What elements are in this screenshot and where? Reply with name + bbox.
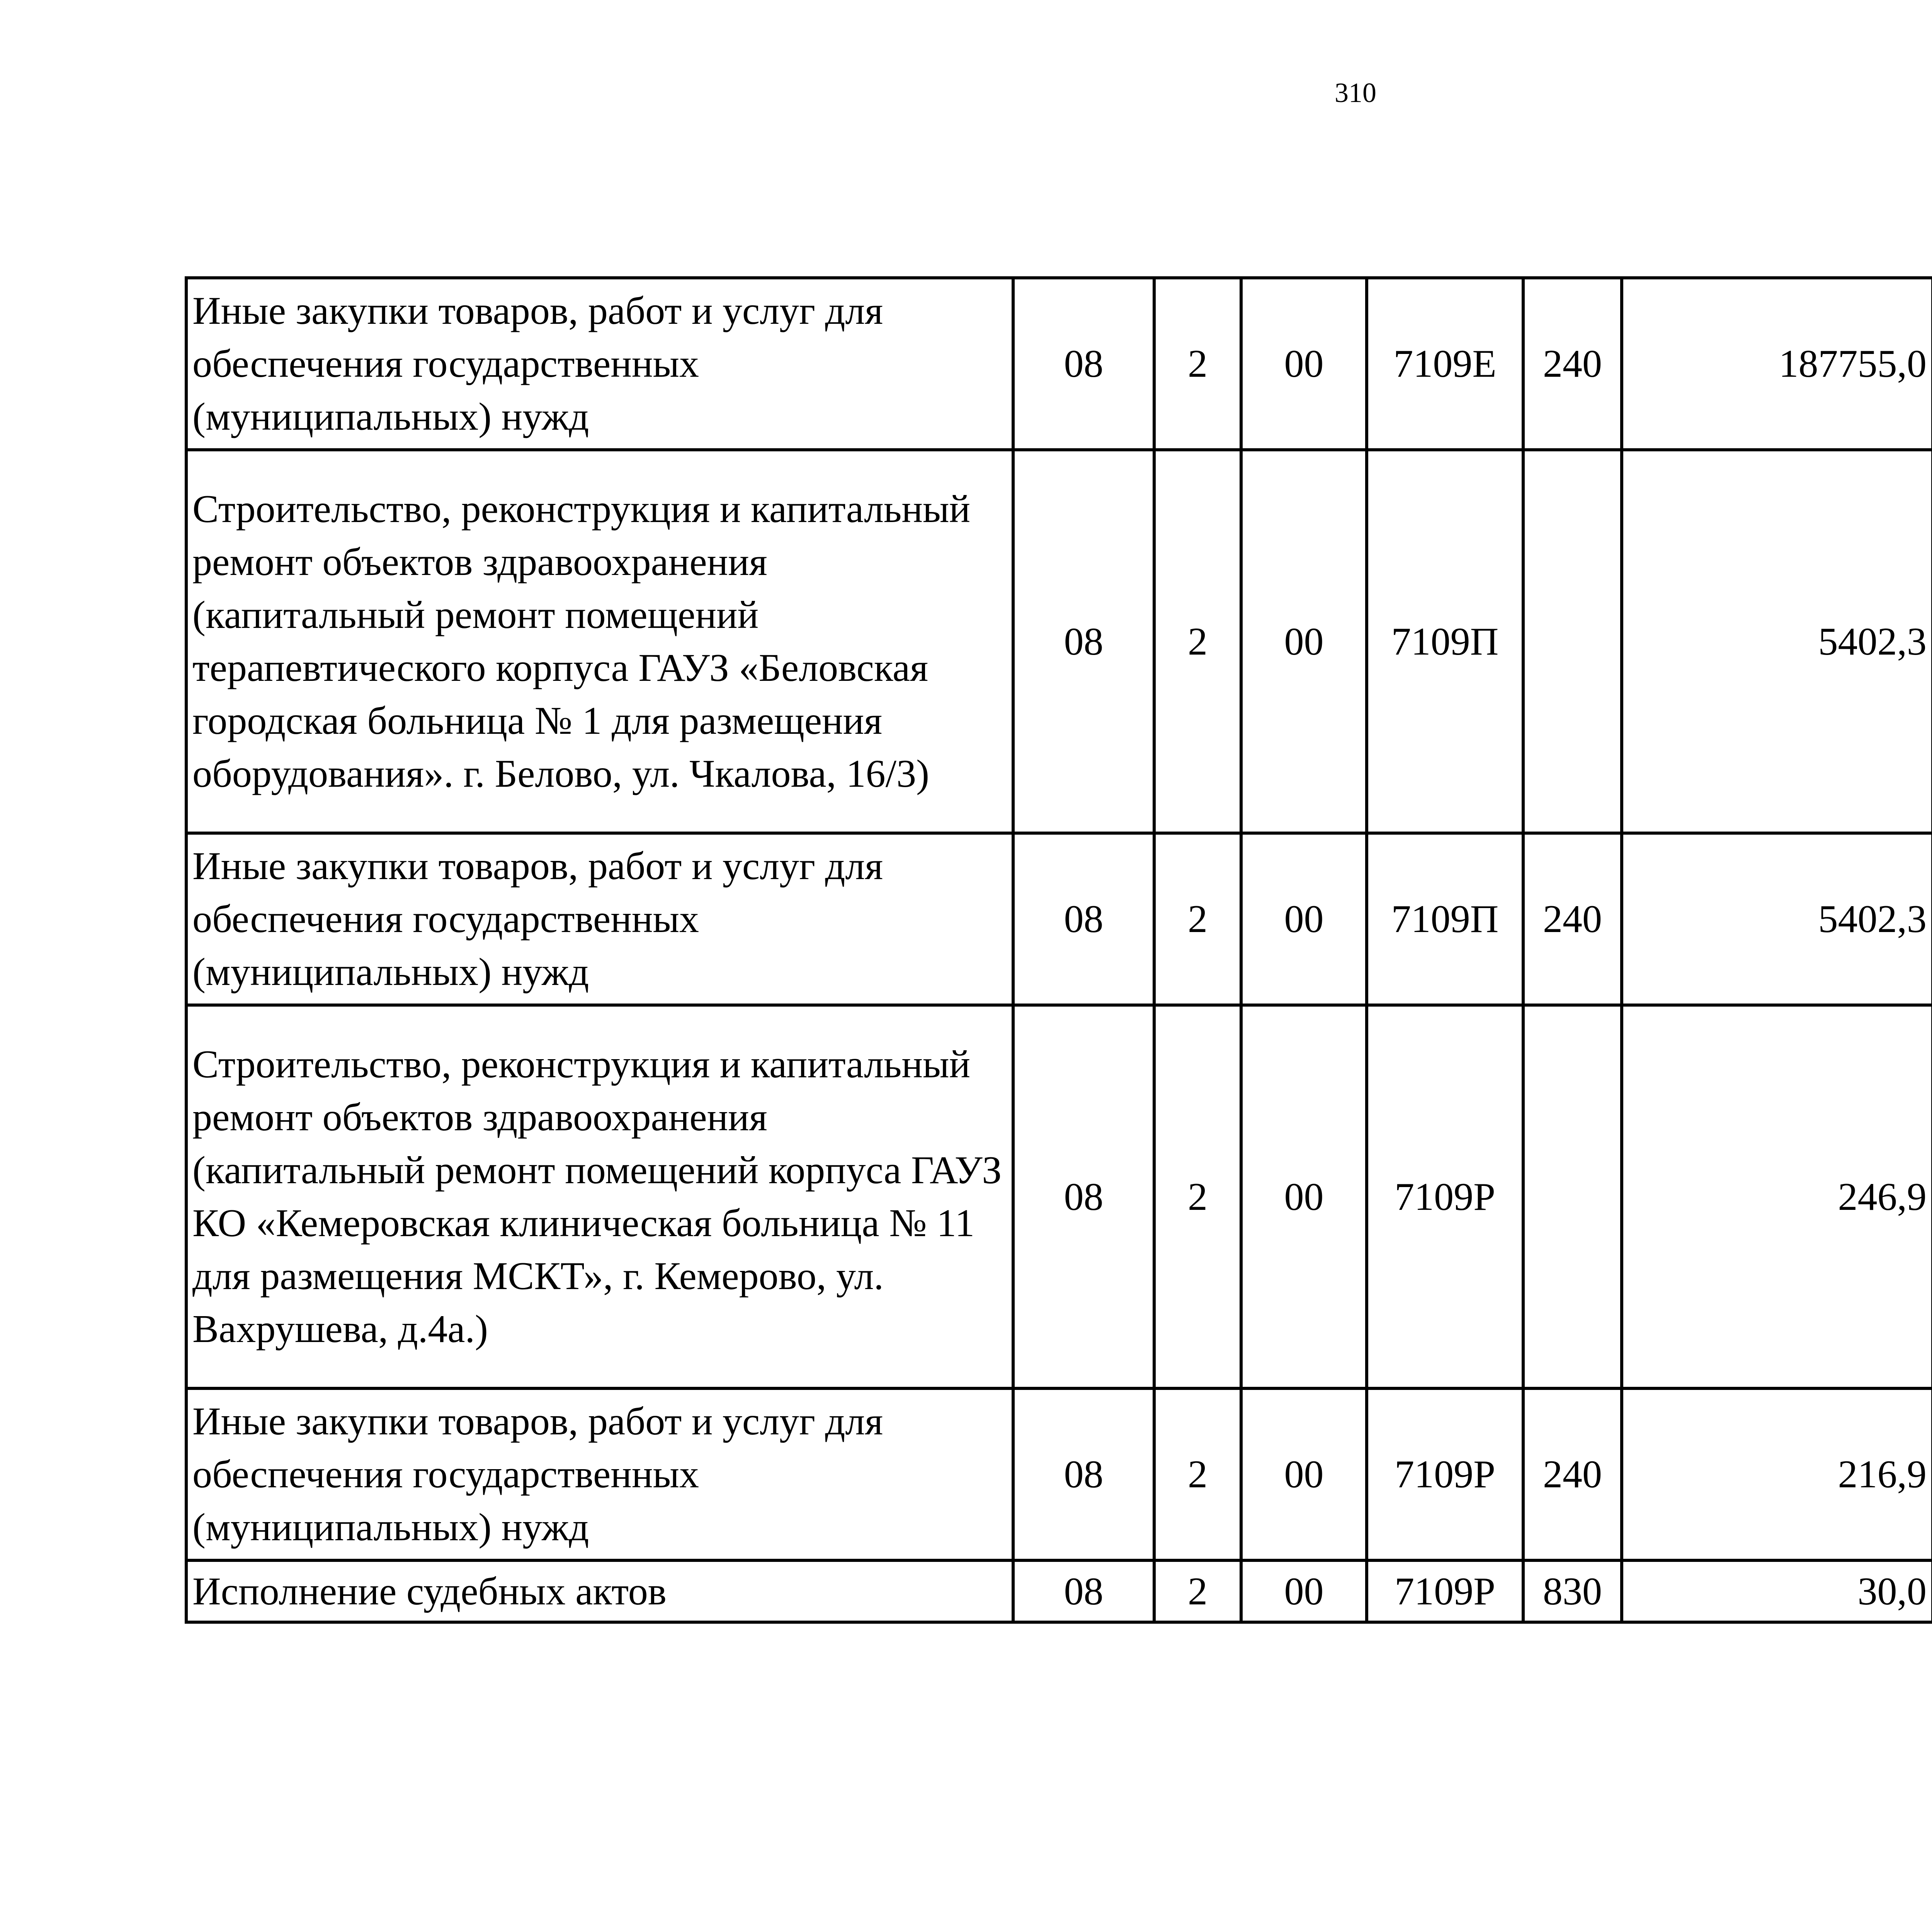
row-subprogram: 00	[1241, 450, 1367, 833]
row-section: 08	[1013, 278, 1154, 450]
row-expense-type: 240	[1523, 833, 1622, 1005]
row-expense-type	[1523, 450, 1622, 833]
row-description: Исполнение судебных актов	[186, 1560, 1013, 1622]
row-section: 08	[1013, 1388, 1154, 1560]
row-description: Строительство, реконструкция и капитальный ремонт объектов здравоохранения (капитальный ремонт помещений корпуса ГАУЗ КО «Кемеровская клиническая больница № 11 для размещения МСКТ», г. Кемерово, ул. Вахрушева, д.4а.)	[186, 1005, 1013, 1388]
row-amount: 30,0	[1622, 1560, 1932, 1622]
row-description: Иные закупки товаров, работ и услуг для обеспечения государственных (муниципальных) нужд	[186, 1388, 1013, 1560]
row-subprogram: 00	[1241, 833, 1367, 1005]
row-description: Строительство, реконструкция и капитальный ремонт объектов здравоохранения (капитальный ремонт помещений терапевтического корпуса ГАУЗ «Беловская городская больница № 1 для размещения оборудования». г. Белово, ул. Чкалова, 16/3)	[186, 450, 1013, 833]
row-amount: 5402,3	[1622, 450, 1932, 833]
budget-table	[185, 276, 1932, 1624]
row-amount: 187755,0	[1622, 278, 1932, 450]
row-item: 7109Е	[1367, 278, 1523, 450]
row-subprogram: 00	[1241, 1560, 1367, 1622]
table-row	[186, 1388, 1932, 1560]
row-expense-type: 240	[1523, 278, 1622, 450]
row-amount: 5402,3	[1622, 833, 1932, 1005]
row-program: 2	[1154, 1388, 1241, 1560]
row-expense-type: 830	[1523, 1560, 1622, 1622]
row-description: Иные закупки товаров, работ и услуг для обеспечения государственных (муниципальных) нужд	[186, 833, 1013, 1005]
row-program: 2	[1154, 833, 1241, 1005]
table-row	[186, 1560, 1932, 1622]
row-item: 7109П	[1367, 833, 1523, 1005]
row-item: 7109П	[1367, 450, 1523, 833]
row-section: 08	[1013, 1005, 1154, 1388]
row-expense-type	[1523, 1005, 1622, 1388]
row-program: 2	[1154, 1560, 1241, 1622]
row-item: 7109Р	[1367, 1005, 1523, 1388]
row-amount: 216,9	[1622, 1388, 1932, 1560]
table-row	[186, 1005, 1932, 1388]
row-section: 08	[1013, 450, 1154, 833]
row-expense-type: 240	[1523, 1388, 1622, 1560]
table-row	[186, 278, 1932, 450]
table-row	[186, 450, 1932, 833]
row-description: Иные закупки товаров, работ и услуг для обеспечения государственных (муниципальных) нужд	[186, 278, 1013, 450]
row-section: 08	[1013, 1560, 1154, 1622]
row-program: 2	[1154, 450, 1241, 833]
row-item: 7109Р	[1367, 1560, 1523, 1622]
row-item: 7109Р	[1367, 1388, 1523, 1560]
row-subprogram: 00	[1241, 1005, 1367, 1388]
row-amount: 246,9	[1622, 1005, 1932, 1388]
row-subprogram: 00	[1241, 278, 1367, 450]
row-section: 08	[1013, 833, 1154, 1005]
row-program: 2	[1154, 278, 1241, 450]
table-row	[186, 833, 1932, 1005]
page-number: 310	[1335, 77, 1376, 108]
row-subprogram: 00	[1241, 1388, 1367, 1560]
row-program: 2	[1154, 1005, 1241, 1388]
